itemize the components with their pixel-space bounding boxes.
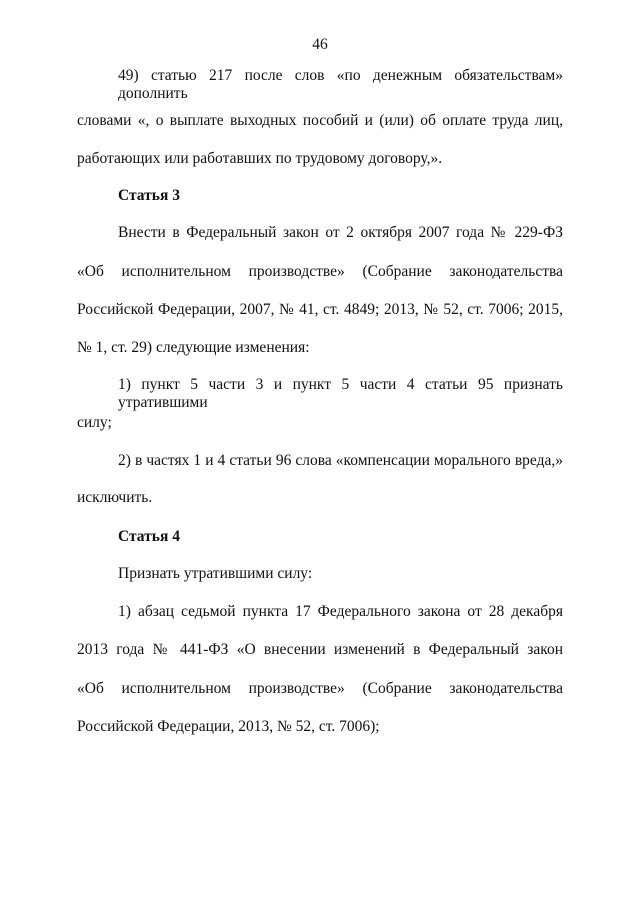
paragraph-line: 1) пункт 5 части 3 и пункт 5 части 4 статьи 95 признать утратившими bbox=[118, 376, 563, 411]
article-heading: Статья 4 bbox=[118, 528, 180, 545]
paragraph-line: Российской Федерации, 2013, № 52, ст. 7006); bbox=[77, 718, 380, 735]
paragraph-line: исключить. bbox=[77, 489, 153, 506]
paragraph-line: 2013 года № 441-ФЗ «О внесении изменений в Федеральный закон bbox=[77, 641, 563, 658]
article-heading: Статья 3 bbox=[118, 187, 180, 204]
paragraph-line: работающих или работавших по трудовому договору,». bbox=[77, 150, 443, 167]
paragraph-line: Признать утратившими силу: bbox=[118, 565, 313, 582]
page-number: 46 bbox=[312, 36, 328, 53]
paragraph-line: 1) абзац седьмой пункта 17 Федерального закона от 28 декабря bbox=[118, 603, 563, 620]
paragraph-line: «Об исполнительном производстве» (Собрание законодательства bbox=[77, 680, 563, 697]
paragraph-line: силу; bbox=[77, 414, 112, 431]
paragraph-line: № 1, ст. 29) следующие изменения: bbox=[77, 339, 310, 356]
paragraph-line: Российской Федерации, 2007, № 41, ст. 4849; 2013, № 52, ст. 7006; 2015, bbox=[77, 301, 563, 318]
paragraph-line: Внести в Федеральный закон от 2 октября 2007 года № 229-ФЗ bbox=[118, 224, 563, 241]
paragraph-line: словами «, о выплате выходных пособий и (или) об оплате труда лиц, bbox=[77, 112, 563, 129]
paragraph-line: 2) в частях 1 и 4 статьи 96 слова «компенсации морального вреда,» bbox=[118, 452, 563, 469]
paragraph-line: 49) статью 217 после слов «по денежным обязательствам» дополнить bbox=[118, 67, 563, 102]
paragraph-line: «Об исполнительном производстве» (Собрание законодательства bbox=[77, 263, 563, 280]
